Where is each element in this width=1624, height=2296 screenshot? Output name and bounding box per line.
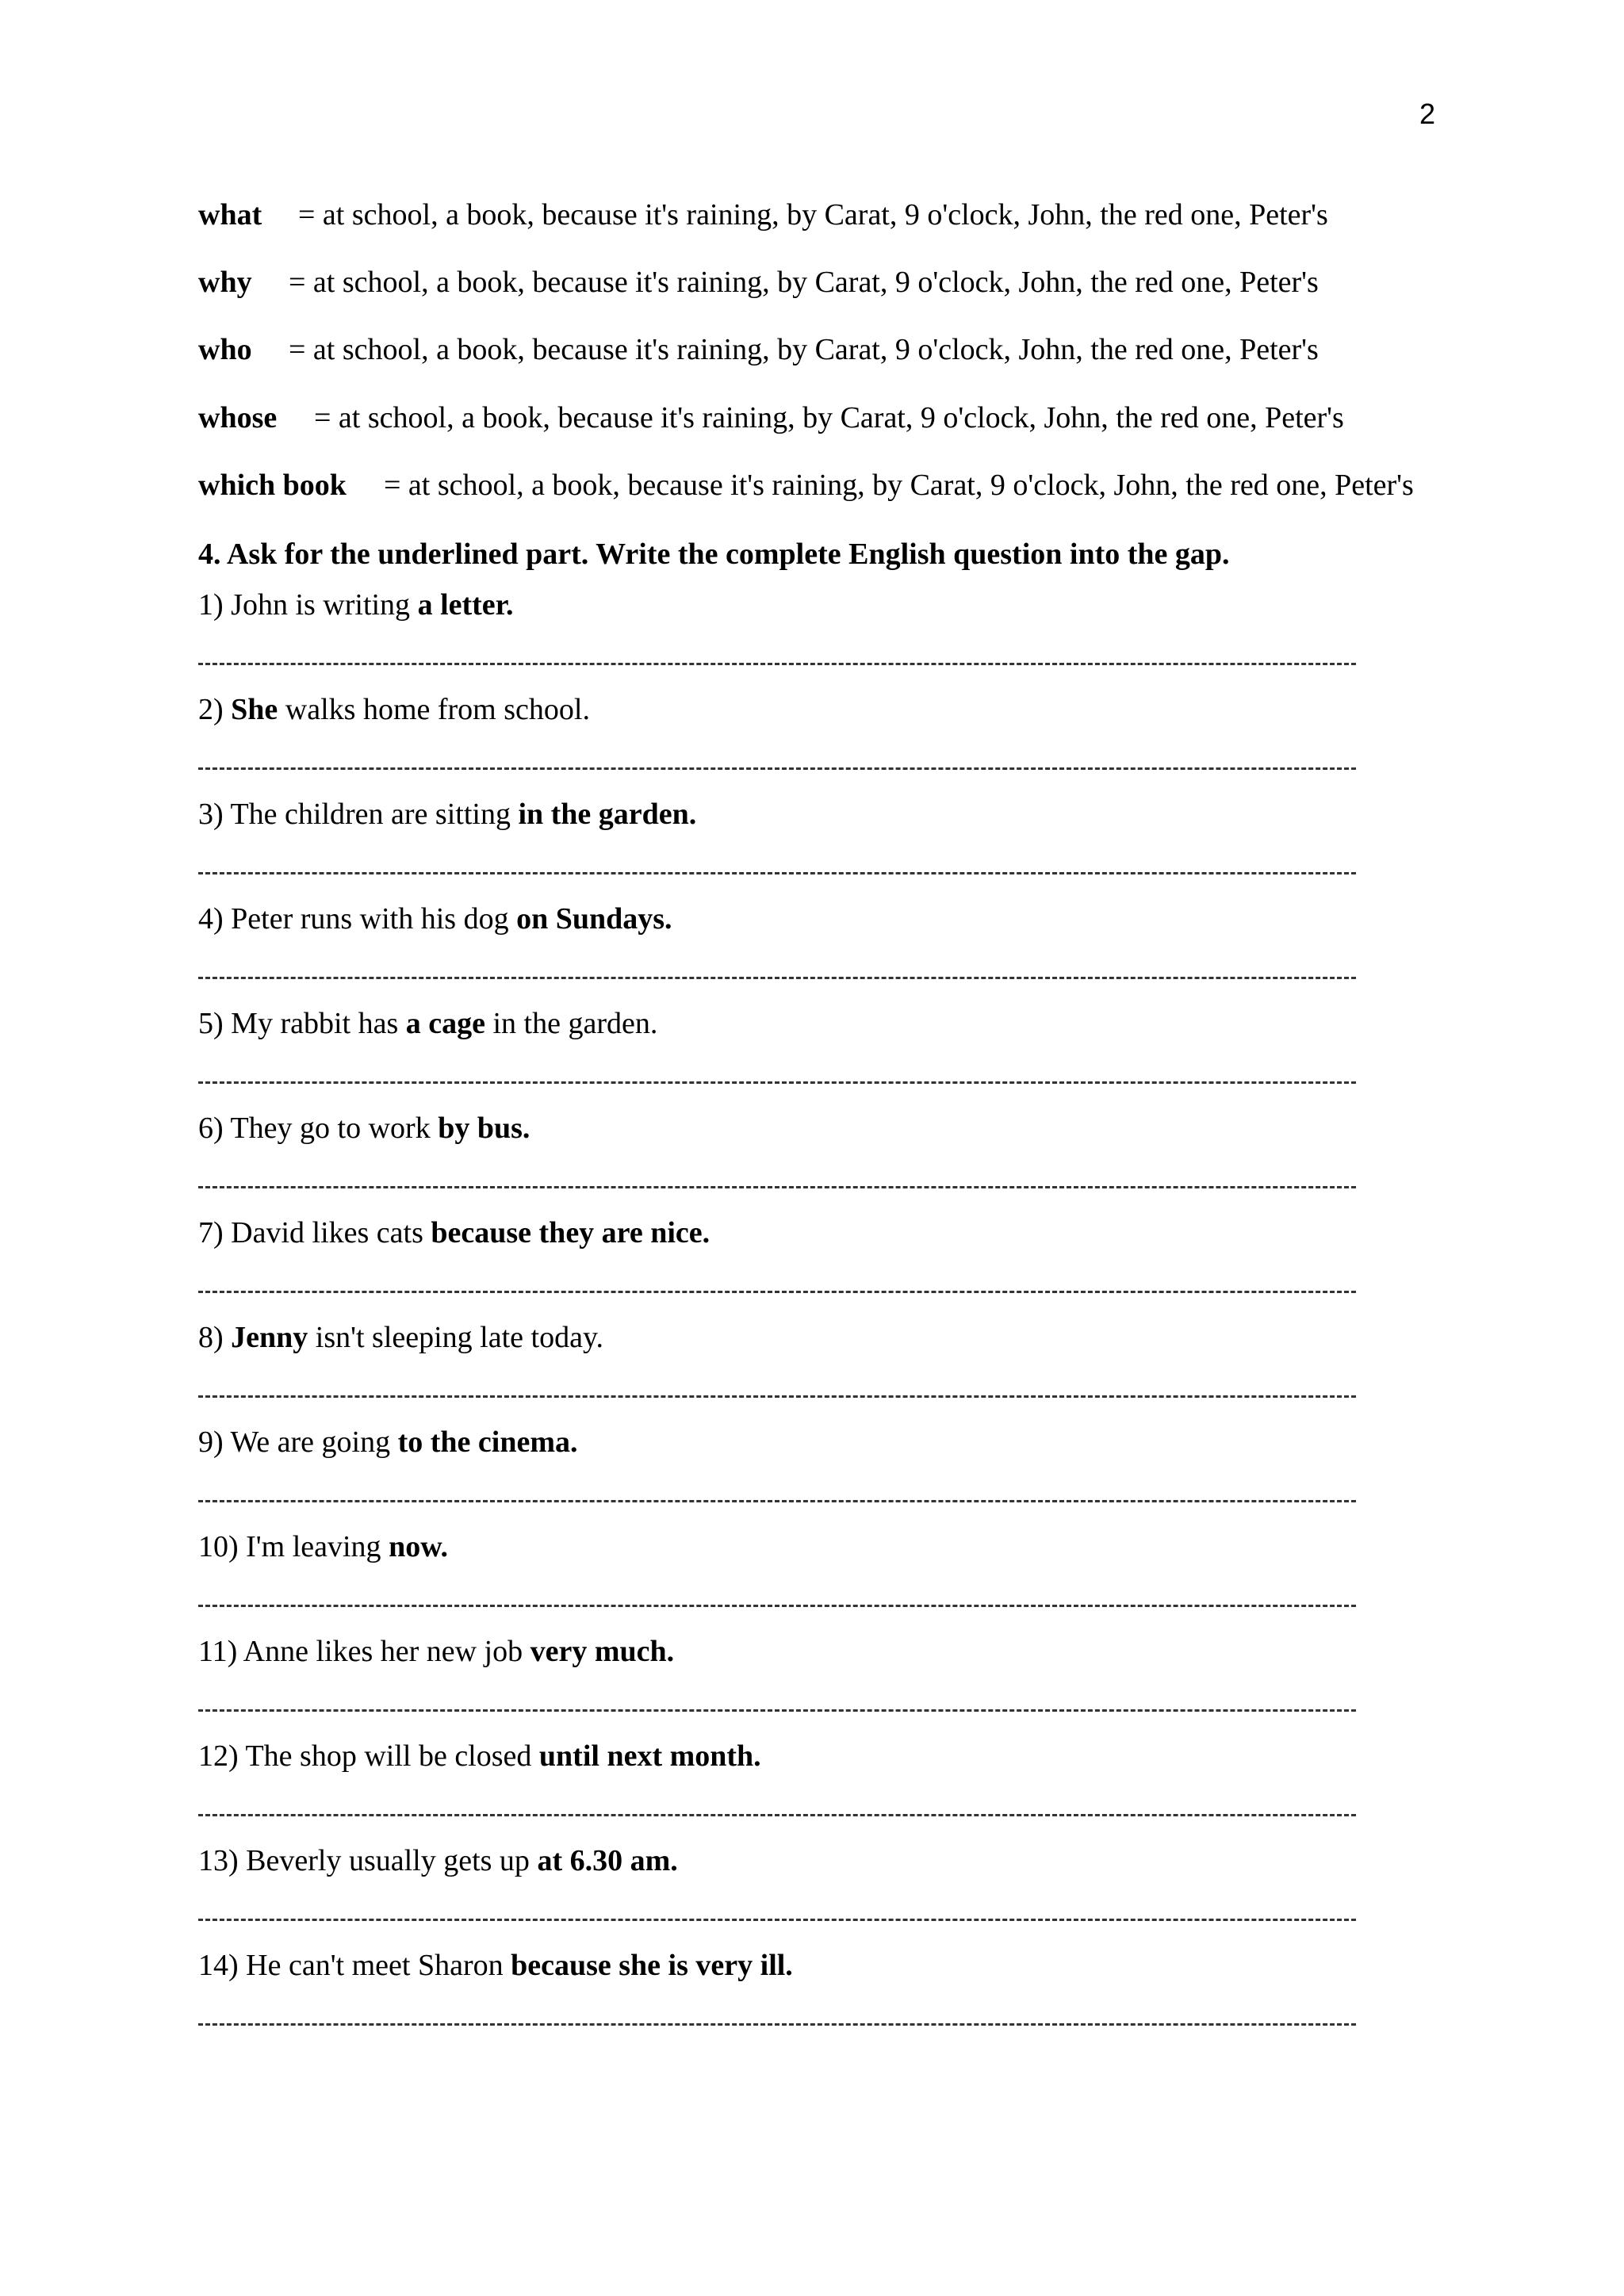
answer-gap[interactable]: [198, 1892, 1356, 1939]
answer-gap[interactable]: [198, 1996, 1356, 2044]
answer-gap[interactable]: [198, 1473, 1356, 1521]
question-word: who: [198, 333, 252, 366]
question-sentence: 12) The shop will be closed until next month.: [198, 1739, 761, 1773]
answer-options: = at school, a book, because it's raining, by Carat, 9 o'clock, John, the red one, Peter's: [298, 198, 1328, 232]
question-word: whose: [198, 401, 278, 434]
question-word: which book: [198, 469, 347, 502]
question-sentence: 4) Peter runs with his dog on Sundays.: [198, 902, 672, 936]
question-item: [198, 585, 1356, 683]
question-sentence: 3) The children are sitting in the garden.: [198, 798, 697, 831]
underlined-part: in the garden.: [518, 798, 697, 831]
question-sentence: 11) Anne likes her new job very much.: [198, 1635, 675, 1668]
answer-gap[interactable]: [198, 950, 1356, 997]
question-word-row: [198, 195, 1328, 235]
underlined-part: to the cinema.: [397, 1425, 578, 1459]
page-number: 2: [1419, 98, 1436, 130]
question-item: [198, 1422, 1356, 1521]
question-sentence: 10) I'm leaving now.: [198, 1530, 449, 1563]
question-sentence: 8) Jenny isn't sleeping late today.: [198, 1321, 603, 1354]
answer-gap[interactable]: [198, 845, 1356, 893]
underlined-part: a cage: [405, 1007, 485, 1040]
answer-gap[interactable]: [198, 1787, 1356, 1835]
answer-gap[interactable]: [198, 1054, 1356, 1102]
answer-options: = at school, a book, because it's raining, by Carat, 9 o'clock, John, the red one, Peter's: [314, 401, 1344, 434]
question-sentence: 5) My rabbit has a cage in the garden.: [198, 1007, 658, 1040]
question-item: [198, 1213, 1356, 1311]
question-word-row: [198, 465, 1414, 505]
answer-gap[interactable]: [198, 636, 1356, 683]
underlined-part: because she is very ill.: [511, 1949, 793, 1982]
question-sentence: 6) They go to work by bus.: [198, 1112, 530, 1145]
exercise-heading: 4. Ask for the underlined part. Write the complete English question into the gap.: [198, 538, 1230, 571]
answer-options: = at school, a book, because it's raining, by Carat, 9 o'clock, John, the red one, Peter's: [289, 266, 1319, 299]
underlined-part: until next month.: [538, 1739, 761, 1773]
question-item: [198, 1004, 1356, 1102]
question-word-row: [198, 330, 1319, 369]
question-item: [198, 1527, 1356, 1625]
answer-gap[interactable]: [198, 1368, 1356, 1416]
underlined-part: very much.: [530, 1635, 675, 1668]
underlined-part: a letter.: [417, 588, 514, 622]
answer-gap[interactable]: [198, 1682, 1356, 1730]
question-sentence: 9) We are going to the cinema.: [198, 1425, 578, 1459]
question-sentence: 13) Beverly usually gets up at 6.30 am.: [198, 1844, 678, 1877]
question-sentence: 2) She walks home from school.: [198, 693, 590, 726]
answer-gap[interactable]: [198, 1159, 1356, 1207]
question-item: [198, 1946, 1356, 2044]
question-item: [198, 794, 1356, 893]
question-item: [198, 1632, 1356, 1730]
answer-gap[interactable]: [198, 1578, 1356, 1625]
question-word: what: [198, 198, 262, 232]
question-sentence: 14) He can't meet Sharon because she is very ill.: [198, 1949, 793, 1982]
answer-gap[interactable]: [198, 740, 1356, 788]
underlined-part: Jenny: [231, 1321, 308, 1354]
question-item: [198, 1318, 1356, 1416]
underlined-part: She: [231, 693, 278, 726]
question-item: [198, 899, 1356, 997]
answer-options: = at school, a book, because it's raining, by Carat, 9 o'clock, John, the red one, Peter's: [289, 333, 1319, 366]
question-sentence: 1) John is writing a letter.: [198, 588, 514, 622]
question-word: why: [198, 266, 252, 299]
underlined-part: now.: [389, 1530, 449, 1563]
answer-options: = at school, a book, because it's raining, by Carat, 9 o'clock, John, the red one, Peter's: [384, 469, 1414, 502]
question-word-row: [198, 398, 1344, 438]
answer-gap[interactable]: [198, 1264, 1356, 1311]
underlined-part: on Sundays.: [516, 902, 672, 936]
question-word-row: [198, 262, 1319, 302]
question-item: [198, 1108, 1356, 1207]
question-item: [198, 690, 1356, 788]
underlined-part: by bus.: [438, 1112, 530, 1145]
question-item: [198, 1841, 1356, 1939]
underlined-part: because they are nice.: [431, 1216, 710, 1249]
question-item: [198, 1736, 1356, 1835]
question-sentence: 7) David likes cats because they are nice.: [198, 1216, 710, 1249]
underlined-part: at 6.30 am.: [537, 1844, 678, 1877]
